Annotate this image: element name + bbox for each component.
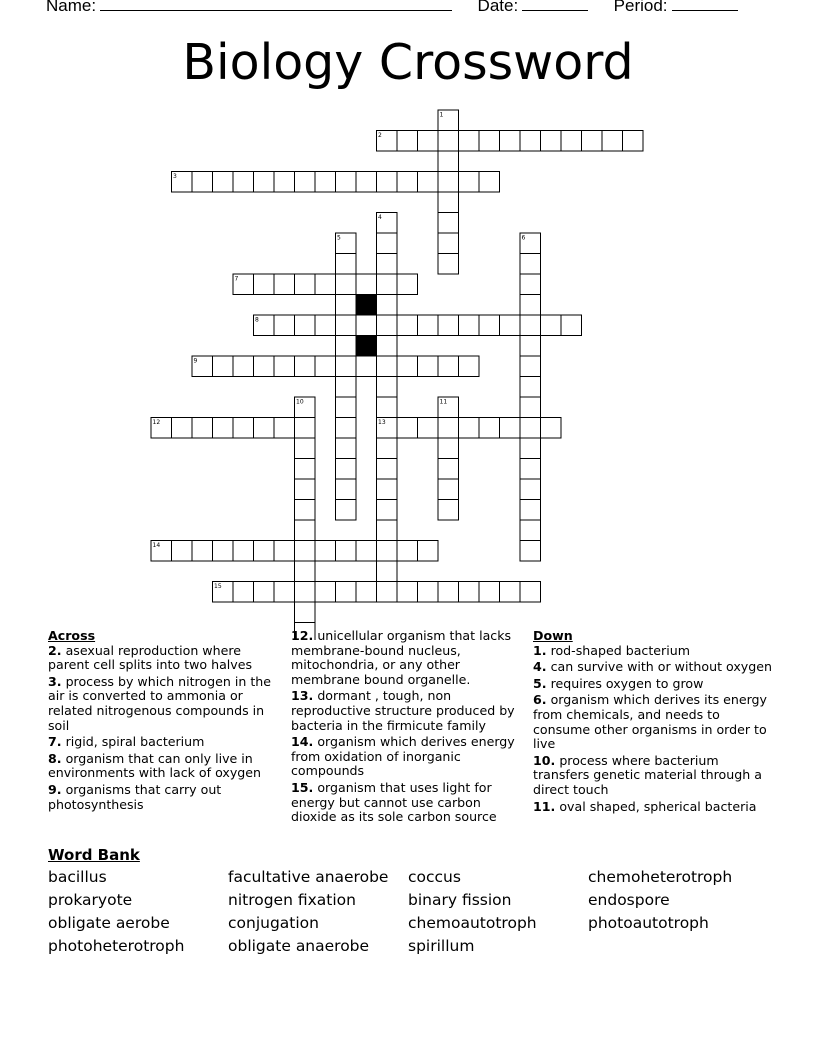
grid-cell[interactable] (397, 541, 418, 562)
grid-cell[interactable] (418, 315, 439, 336)
clue-item (291, 629, 521, 687)
grid-cell[interactable] (438, 356, 459, 377)
clue-number: 15 (214, 583, 222, 590)
word-bank-item: coccus (408, 868, 461, 886)
grid-cell[interactable] (315, 541, 336, 562)
grid-cell[interactable] (377, 356, 398, 377)
grid-cell[interactable] (438, 582, 459, 603)
grid-cell[interactable] (418, 131, 439, 152)
clue-number: 4 (378, 214, 382, 221)
clue-number: 2 (378, 132, 382, 139)
grid-cell[interactable] (356, 541, 377, 562)
clue-number: 6 (521, 234, 526, 242)
grid-cell[interactable] (418, 172, 439, 193)
grid-cell[interactable] (233, 356, 254, 377)
clue-item-text: organisms that carry out photosynthesis (48, 781, 222, 812)
grid-cell[interactable] (438, 172, 459, 193)
grid-cell[interactable] (500, 315, 521, 336)
clue-item-text: organism that uses light for energy but cannot use carbon dioxide as its sole carbon source (291, 779, 497, 825)
grid-cell[interactable] (295, 356, 316, 377)
clue-item-number: 11. (533, 798, 556, 814)
grid-cell[interactable] (520, 459, 541, 480)
grid-cell[interactable] (315, 356, 336, 377)
grid-cell[interactable] (438, 459, 459, 480)
grid-cell[interactable] (315, 582, 336, 603)
grid-cell[interactable] (192, 541, 213, 562)
clue-item-number: 9. (48, 781, 62, 797)
clue-item-text: can survive with or without oxygen (546, 659, 772, 675)
grid-cell[interactable] (336, 295, 357, 316)
grid-cell[interactable] (295, 438, 316, 459)
grid-cell[interactable] (479, 418, 500, 439)
grid-cell[interactable] (623, 131, 644, 152)
grid-cell[interactable] (520, 356, 541, 377)
grid-cell[interactable] (295, 520, 316, 541)
grid-cell[interactable] (377, 295, 398, 316)
grid-cell[interactable] (274, 582, 295, 603)
grid-cell[interactable] (377, 500, 398, 521)
grid-cell[interactable] (397, 131, 418, 152)
grid-cell[interactable] (500, 582, 521, 603)
grid-cell[interactable] (418, 582, 439, 603)
grid-cell[interactable] (520, 336, 541, 357)
clue-item-text: process by which nitrogen in the air is converted to ammonia or related nitrogenous compounds in soil (48, 673, 272, 733)
grid-cell[interactable] (274, 418, 295, 439)
grid-cell[interactable] (438, 192, 459, 213)
grid-cell[interactable] (336, 459, 357, 480)
clue-number: 10 (296, 398, 304, 406)
grid-cell[interactable] (172, 541, 193, 562)
clue-item-text: process where bacterium transfers genetic material through a direct touch (533, 752, 762, 797)
grid-cell[interactable] (377, 397, 398, 418)
grid-cell[interactable] (459, 131, 480, 152)
word-bank-item: conjugation (228, 914, 319, 932)
clue-item-number: 2. (48, 642, 62, 658)
grid-cell[interactable] (356, 315, 377, 336)
grid-cell[interactable] (336, 315, 357, 336)
word-bank-item: bacillus (48, 868, 107, 886)
clue-item (533, 660, 773, 675)
grid-cell[interactable] (336, 479, 357, 500)
grid-cell[interactable] (336, 397, 357, 418)
word-bank-item: photoheterotroph (48, 937, 185, 955)
grid-cell[interactable] (459, 582, 480, 603)
grid-cell[interactable] (336, 356, 357, 377)
grid-cell[interactable] (397, 315, 418, 336)
grid-cell[interactable] (295, 602, 316, 623)
clue-item-text: unicellular organism that lacks membrane-bound nucleus, mitochondria, or any other membrane bound organelle. (291, 628, 512, 687)
across-clues-right (291, 629, 521, 827)
grid-cell[interactable] (295, 500, 316, 521)
clue-item-number: 7. (48, 734, 62, 750)
grid-cell[interactable] (438, 213, 459, 234)
grid-cell[interactable] (377, 377, 398, 398)
word-bank-item: chemoautotroph (408, 914, 537, 932)
grid-cell[interactable] (274, 541, 295, 562)
grid-cell[interactable] (377, 459, 398, 480)
grid-cell[interactable] (459, 315, 480, 336)
grid-cell[interactable] (438, 131, 459, 152)
grid-cell[interactable] (397, 172, 418, 193)
grid-cell[interactable] (295, 315, 316, 336)
blocked-cell (356, 336, 377, 357)
word-bank-item: nitrogen fixation (228, 891, 356, 909)
grid-cell[interactable] (397, 274, 418, 295)
clue-number: 7 (234, 275, 239, 283)
grid-cell[interactable] (377, 274, 398, 295)
grid-cell[interactable] (397, 418, 418, 439)
clue-item (48, 735, 276, 750)
clue-item-text: requires oxygen to grow (546, 675, 704, 691)
grid-cell[interactable] (295, 418, 316, 439)
grid-cell[interactable] (520, 438, 541, 459)
grid-cell[interactable] (520, 582, 541, 603)
date-label: Date: (477, 0, 519, 15)
grid-cell[interactable] (377, 172, 398, 193)
clue-item-text: asexual reproduction where parent cell splits into two halves (48, 642, 253, 673)
down-heading: Down (533, 628, 573, 643)
grid-cell[interactable] (479, 582, 500, 603)
grid-cell[interactable] (274, 274, 295, 295)
grid-cell[interactable] (356, 582, 377, 603)
clue-number: 5 (337, 234, 341, 242)
grid-cell[interactable] (438, 418, 459, 439)
clue-item-text: organism which derives energy from oxidation of inorganic compounds (291, 734, 515, 779)
blocked-cell (356, 295, 377, 316)
grid-cell[interactable] (377, 336, 398, 357)
grid-cell[interactable] (336, 172, 357, 193)
clue-item (291, 735, 521, 779)
grid-cell[interactable] (315, 274, 336, 295)
grid-cell[interactable] (377, 233, 398, 254)
grid-cell[interactable] (541, 418, 562, 439)
clue-number: 11 (439, 398, 448, 406)
grid-cell[interactable] (377, 479, 398, 500)
word-bank-item: chemoheterotroph (588, 868, 733, 886)
grid-cell[interactable] (602, 131, 623, 152)
grid-cell[interactable] (172, 418, 193, 439)
grid-cell[interactable] (336, 274, 357, 295)
clue-item-number: 10. (533, 752, 556, 768)
clue-item-number: 12. (291, 628, 314, 643)
grid-cell[interactable] (377, 541, 398, 562)
grid-cell[interactable] (336, 500, 357, 521)
grid-cell[interactable] (377, 254, 398, 275)
grid-cell[interactable] (377, 582, 398, 603)
grid-cell[interactable] (295, 274, 316, 295)
grid-cell[interactable] (438, 151, 459, 172)
grid-cell[interactable] (377, 561, 398, 582)
grid-cell[interactable] (213, 172, 234, 193)
clue-item-text: rigid, spiral bacterium (61, 734, 205, 750)
grid-cell[interactable] (213, 356, 234, 377)
grid-cell[interactable] (213, 541, 234, 562)
clue-item (291, 689, 521, 733)
down-clues (533, 629, 773, 816)
grid-cell[interactable] (520, 295, 541, 316)
clue-item (291, 781, 521, 825)
grid-cell[interactable] (479, 315, 500, 336)
clue-item-number: 6. (533, 692, 547, 708)
clue-item (533, 754, 773, 798)
grid-cell[interactable] (459, 172, 480, 193)
word-bank-heading: Word Bank (48, 846, 140, 864)
grid-cell[interactable] (295, 582, 316, 603)
grid-cell[interactable] (336, 541, 357, 562)
word-bank-item: photoautotroph (588, 914, 709, 932)
grid-cell[interactable] (377, 438, 398, 459)
grid-cell[interactable] (500, 131, 521, 152)
across-clues-left (48, 629, 276, 814)
clue-item-number: 1. (533, 642, 547, 658)
grid-cell[interactable] (520, 418, 541, 439)
word-bank-item: prokaryote (48, 891, 133, 909)
grid-cell[interactable] (418, 418, 439, 439)
grid-cell[interactable] (233, 541, 254, 562)
clue-item (48, 783, 276, 812)
grid-cell[interactable] (356, 274, 377, 295)
grid-cell[interactable] (418, 541, 439, 562)
grid-cell[interactable] (254, 541, 275, 562)
clue-item-text: organism that can only live in environments with lack of oxygen (48, 750, 262, 781)
grid-cell[interactable] (254, 418, 275, 439)
across-heading: Across (48, 628, 96, 643)
grid-cell[interactable] (336, 254, 357, 275)
grid-cell[interactable] (336, 377, 357, 398)
grid-cell[interactable] (254, 356, 275, 377)
grid-cell[interactable] (336, 336, 357, 357)
clue-number: 13 (378, 419, 386, 426)
clue-item-text: oval shaped, spherical bacteria (555, 798, 757, 814)
grid-cell[interactable] (459, 356, 480, 377)
grid-cell[interactable] (397, 582, 418, 603)
grid-cell[interactable] (356, 356, 377, 377)
grid-cell[interactable] (520, 315, 541, 336)
grid-cell[interactable] (192, 418, 213, 439)
grid-cell[interactable] (233, 582, 254, 603)
clue-number: 12 (152, 419, 161, 426)
grid-cell[interactable] (561, 315, 582, 336)
grid-cell[interactable] (295, 541, 316, 562)
word-bank-item: spirillum (408, 937, 475, 955)
grid-cell[interactable] (520, 520, 541, 541)
clue-item (533, 644, 773, 659)
name-label: Name: (46, 0, 97, 15)
grid-cell[interactable] (336, 582, 357, 603)
grid-cell[interactable] (213, 418, 234, 439)
grid-cell[interactable] (438, 254, 459, 275)
clue-item-number: 8. (48, 750, 62, 766)
clue-item-text: dormant , tough, non reproductive structure produced by bacteria in the firmicute family (291, 688, 515, 733)
word-bank-item: facultative anaerobe (228, 868, 389, 886)
clue-item (533, 677, 773, 692)
grid-cell[interactable] (520, 254, 541, 275)
clue-number: 14 (152, 542, 161, 549)
grid-cell[interactable] (336, 438, 357, 459)
grid-cell[interactable] (541, 131, 562, 152)
grid-cell[interactable] (582, 131, 603, 152)
grid-cell[interactable] (377, 520, 398, 541)
clue-item (48, 752, 276, 781)
clue-number: 8 (255, 316, 259, 324)
clue-item-number: 13. (291, 688, 314, 704)
clue-item-number: 14. (291, 734, 314, 750)
grid-cell[interactable] (192, 172, 213, 193)
grid-cell[interactable] (397, 356, 418, 377)
grid-cell[interactable] (274, 356, 295, 377)
grid-cell[interactable] (438, 500, 459, 521)
period-label: Period: (613, 0, 668, 15)
grid-cell[interactable] (254, 172, 275, 193)
grid-cell[interactable] (295, 172, 316, 193)
grid-cell[interactable] (520, 377, 541, 398)
grid-cell[interactable] (520, 131, 541, 152)
grid-cell[interactable] (233, 418, 254, 439)
grid-cell[interactable] (520, 274, 541, 295)
clue-item (533, 800, 773, 815)
clue-item-text: rod-shaped bacterium (546, 642, 690, 658)
grid-cell[interactable] (233, 172, 254, 193)
clue-number: 1 (439, 111, 444, 119)
word-bank-item: obligate anaerobe (228, 937, 370, 955)
clue-number: 3 (173, 173, 177, 180)
page-title: Biology Crossword (182, 34, 634, 91)
grid-cell[interactable] (438, 233, 459, 254)
grid-cell[interactable] (315, 172, 336, 193)
clue-item-number: 15. (291, 779, 314, 795)
grid-cell[interactable] (459, 418, 480, 439)
grid-cell[interactable] (438, 315, 459, 336)
grid-cell[interactable] (274, 315, 295, 336)
clue-item (48, 644, 276, 673)
grid-cell[interactable] (520, 479, 541, 500)
grid-cell[interactable] (541, 315, 562, 336)
grid-cell[interactable] (356, 172, 377, 193)
clue-item-number: 5. (533, 675, 547, 691)
clue-item (533, 693, 773, 751)
grid-cell[interactable] (479, 131, 500, 152)
grid-cell[interactable] (438, 438, 459, 459)
grid-cell[interactable] (254, 274, 275, 295)
word-bank-item: binary fission (408, 891, 512, 909)
word-bank-item: obligate aerobe (48, 914, 170, 932)
grid-cell[interactable] (479, 172, 500, 193)
grid-cell[interactable] (315, 315, 336, 336)
grid-cell[interactable] (295, 561, 316, 582)
grid-cell[interactable] (561, 131, 582, 152)
grid-cell[interactable] (520, 397, 541, 418)
grid-cell[interactable] (254, 582, 275, 603)
clue-item (48, 675, 276, 733)
clue-item-number: 4. (533, 659, 547, 675)
grid-cell[interactable] (295, 479, 316, 500)
clue-number: 9 (193, 357, 198, 365)
grid-cell[interactable] (295, 459, 316, 480)
grid-cell[interactable] (336, 418, 357, 439)
grid-cell[interactable] (520, 541, 541, 562)
grid-cell[interactable] (274, 172, 295, 193)
grid-cell[interactable] (520, 500, 541, 521)
clue-item-number: 3. (48, 673, 62, 689)
clue-item-text: organism which derives its energy from chemicals, and needs to consume other organisms in order to live (533, 692, 768, 752)
word-bank-item: endospore (588, 891, 670, 909)
grid-cell[interactable] (377, 315, 398, 336)
grid-cell[interactable] (418, 356, 439, 377)
grid-cell[interactable] (500, 418, 521, 439)
grid-cell[interactable] (438, 479, 459, 500)
